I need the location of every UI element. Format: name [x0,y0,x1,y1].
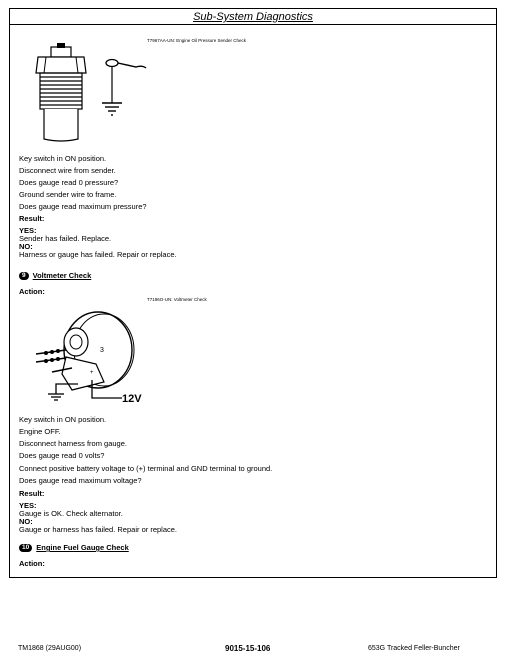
voltmeter-step-2: Engine OFF. [19,427,61,436]
sender-step-4: Ground sender wire to frame. [19,190,117,199]
sender-step-2: Disconnect wire from sender. [19,166,116,175]
page-footer [0,643,510,655]
step-number-badge: 9 [19,272,29,280]
fuel-gauge-step-heading [19,543,129,552]
sender-figure [26,43,161,143]
voltmeter-yes-label: YES: [19,501,37,510]
sender-yes-label: YES: [19,226,37,235]
sender-yes-text: Sender has failed. Replace. [19,234,112,243]
voltmeter-no-text: Gauge or harness has failed. Repair or replace. [19,525,178,534]
voltmeter-yes-text: Gauge is OK. Check alternator. [19,509,123,518]
svg-text:3: 3 [100,347,104,354]
voltmeter-action-label: Action: [19,287,45,296]
sender-step-1: Key switch in ON position. [19,154,107,163]
voltmeter-step-title: Voltmeter Check [32,271,92,280]
step-number-badge: 10 [19,544,32,552]
twelve-volt-label: 12V [122,393,142,405]
voltmeter-step-6: Does gauge read maximum voltage? [19,476,142,485]
fuel-gauge-step-title: Engine Fuel Gauge Check [36,543,129,552]
footer-machine-name: 653G Tracked Feller-Buncher [368,645,460,652]
voltmeter-result-label: Result: [19,489,45,498]
voltmeter-step-3: Disconnect harness from gauge. [19,439,127,448]
page-header [10,9,496,25]
voltmeter-step-4: Does gauge read 0 volts? [19,451,105,460]
sender-step-3: Does gauge read 0 pressure? [19,178,119,187]
sender-figure-caption: T7967AA-UN: Engine Oil Pressure Sender Check [147,38,247,43]
voltmeter-figure-caption: T7196O-UN: Voltmeter Check [147,297,207,302]
page-frame [9,8,497,578]
svg-text:+: + [90,370,94,376]
fuel-gauge-action-label: Action: [19,559,45,568]
sender-step-5: Does gauge read maximum pressure? [19,202,147,211]
voltmeter-step-5: Connect positive battery voltage to (+) terminal and GND terminal to ground. [19,464,273,473]
voltmeter-step-heading [19,271,91,280]
sender-result-label: Result: [19,214,45,223]
sender-no-text: Harness or gauge has failed. Repair or replace. [19,250,177,259]
page-title: Sub-System Diagnostics [193,11,313,23]
voltmeter-no-label: NO: [19,517,33,526]
sender-no-label: NO: [19,242,33,251]
footer-doc-id: TM1868 (29AUG00) [18,645,82,652]
voltmeter-step-1: Key switch in ON position. [19,415,107,424]
voltmeter-figure [26,302,156,410]
footer-page-number: 9015-15-106 [225,644,271,653]
